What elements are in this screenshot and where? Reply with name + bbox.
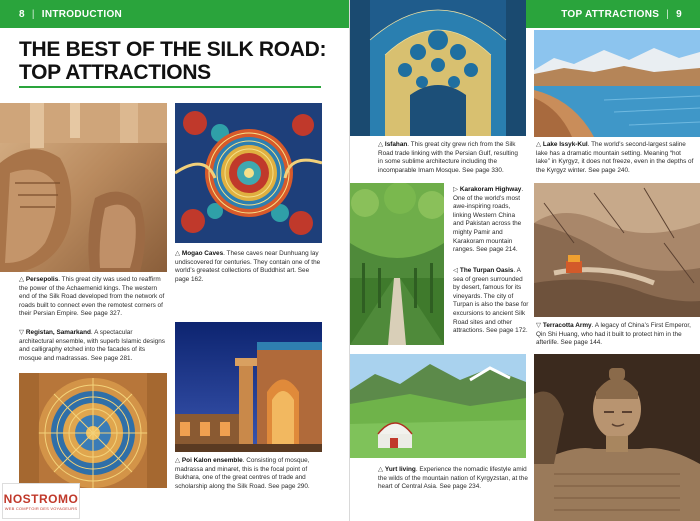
terracotta-army-photo — [534, 354, 700, 521]
triangle-right-icon: ▷ — [453, 186, 458, 193]
turpan-text: . A sea of green surrounded by desert, famous for its vineyards. The city of Turpan is also the base for excursions to ancient Silk Road sites and other attractions. See page 172. — [453, 267, 529, 335]
page-title-line-1: THE BEST OF THE SILK ROAD: — [19, 38, 327, 61]
karakoram-caption — [453, 186, 527, 255]
triangle-up-icon: △ — [378, 466, 383, 473]
page-title-line-2: TOP ATTRACTIONS — [19, 61, 211, 84]
mogao-caption — [175, 250, 325, 284]
turpan-name: The Turpan Oasis — [459, 267, 514, 274]
karakoram-name: Karakoram Highway — [459, 186, 522, 193]
isfahan-photo — [350, 0, 526, 136]
isfahan-text: . This great city grew rich from the Silk Road trade linking with the Persian Gulf, resulting in some sublime architecture including the incomparable Imam Mosque. See page 330. — [378, 141, 518, 174]
right-section-title: TOP ATTRACTIONS — [561, 8, 660, 20]
registan-photo — [19, 373, 167, 488]
poi-kalon-photo — [175, 322, 322, 452]
yurt-name: Yurt living — [384, 466, 416, 473]
logo-name: NOSTROMO — [3, 491, 79, 506]
mogao-text: . These caves near Dunhuang lay undiscovered for centuries. They contain one of the world’s greatest collections of Buddhist art. See page 162. — [175, 250, 321, 283]
left-page-header — [0, 0, 349, 28]
triangle-up-icon: △ — [175, 457, 180, 464]
mogao-name: Mogao Caves — [181, 250, 224, 257]
triangle-up-icon: △ — [19, 276, 24, 283]
triangle-up-icon: △ — [175, 250, 180, 257]
poi-kalon-text: . Consisting of mosque, madrassa and minaret, this is the focal point of Bukhara, one of the great centres of trade and scholarship along the Silk Road. See page 290. — [175, 457, 310, 490]
karakoram-text: . One of the world’s most awe-inspiring roads, linking Western China and Pakistan across the mighty Pamir and Karakoram mountain ranges. See page 214. — [453, 186, 524, 254]
issyk-kul-name: Lake Issyk-Kul — [542, 141, 588, 148]
triangle-up-icon: △ — [536, 141, 541, 148]
left-page-number: 8 — [19, 8, 25, 20]
triangle-down-icon: ▽ — [19, 329, 24, 336]
terracotta-text: . A legacy of China’s First Emperor, Qin Shi Huang, who had it built to protect him in the afterlife. See page 144. — [536, 322, 691, 347]
mogao-caves-photo — [175, 103, 322, 243]
registan-caption — [19, 329, 169, 363]
registan-text: . A spectacular architectural ensemble, with superb Islamic designs and calligraphy etched into the facades of its mosque and madrassas. See page 281. — [19, 329, 165, 362]
yurt-text: . Experience the nomadic lifestyle amid the wilds of the mountain nation of Kyrgyzstan, at the heart of Central Asia. See page 234. — [378, 466, 528, 491]
poi-kalon-name: Poi Kalon ensemble — [181, 457, 243, 464]
triangle-up-icon: △ — [378, 141, 383, 148]
karakoram-photo — [350, 183, 444, 345]
triangle-down-icon: ▽ — [536, 322, 541, 329]
title-underline — [19, 86, 321, 88]
registan-name: Registan, Samarkand — [25, 329, 91, 336]
header-separator: | — [31, 8, 35, 20]
mountain-road-photo — [534, 183, 700, 317]
triangle-left-icon: ◁ — [453, 267, 458, 274]
issyk-kul-photo — [534, 30, 700, 137]
poi-kalon-caption — [175, 457, 325, 491]
right-page-number: 9 — [676, 8, 682, 20]
isfahan-caption — [378, 141, 524, 175]
left-section-title: INTRODUCTION — [41, 8, 123, 20]
logo-tagline: WEB COMPTOIR DES VOYAGEURS — [4, 505, 78, 511]
right-page-header — [526, 0, 700, 28]
yurt-caption — [378, 466, 528, 492]
issyk-kul-caption — [536, 141, 696, 175]
issyk-kul-text: . The world’s second-largest saline lake has a dramatic mountain setting. Meaning “hot lake” in Kyrgyz, it does not freeze, even in the depths of the Kyrgyz winter. See page 240. — [536, 141, 694, 174]
terracotta-name: Terracotta Army — [542, 322, 592, 329]
isfahan-name: Isfahan — [384, 141, 408, 148]
persepolis-name: Persepolis — [25, 276, 59, 283]
terracotta-caption — [536, 322, 696, 348]
persepolis-photo — [0, 103, 167, 272]
yurt-photo — [350, 354, 526, 458]
nostromo-logo — [2, 483, 80, 519]
persepolis-text: . This great city was used to reaffirm the power of the Achaemenid kings. The western end of the Silk Road developed from the network of roads built to connect even the remotest corners of their Persian Empire. See page 327. — [19, 276, 165, 318]
header-separator: | — [666, 8, 670, 20]
page-title — [19, 38, 339, 84]
turpan-caption — [453, 267, 529, 336]
persepolis-caption — [19, 276, 169, 319]
